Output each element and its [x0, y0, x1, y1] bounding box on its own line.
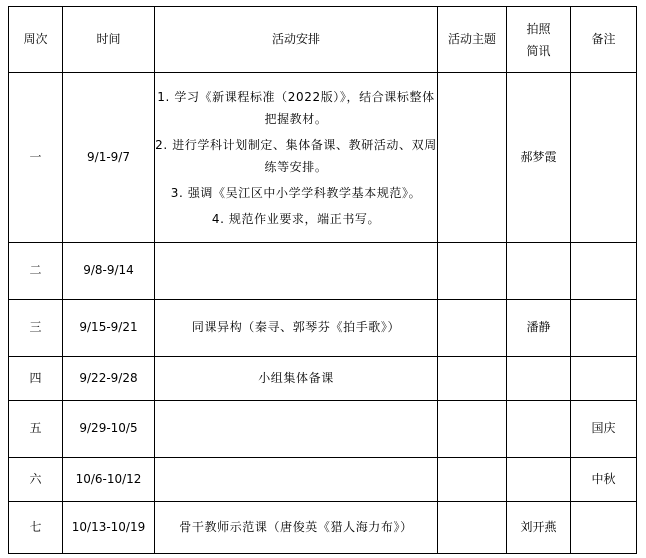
cell-photo: [507, 357, 571, 401]
cell-theme: [438, 73, 507, 243]
cell-activity: [155, 401, 438, 458]
cell-note: 国庆: [571, 401, 637, 458]
cell-theme: [438, 401, 507, 458]
cell-theme: [438, 502, 507, 554]
activity-schedule-table: [8, 6, 637, 554]
cell-note: [571, 243, 637, 300]
cell-activity: 小组集体备课: [155, 357, 438, 401]
cell-time: 10/13-10/19: [63, 502, 155, 554]
header-note: 备注: [571, 7, 637, 73]
cell-photo: [507, 458, 571, 502]
header-photo-news: [507, 7, 571, 73]
header-theme: 活动主题: [438, 7, 507, 73]
cell-week: 四: [9, 357, 63, 401]
cell-week: 七: [9, 502, 63, 554]
cell-note: [571, 502, 637, 554]
table-row: [9, 357, 637, 401]
cell-photo: 刘开燕: [507, 502, 571, 554]
cell-activity: 同课异构（秦寻、郭琴芬《拍手歌》）: [155, 300, 438, 357]
cell-activity: [155, 458, 438, 502]
cell-time: 9/29-10/5: [63, 401, 155, 458]
cell-week: 二: [9, 243, 63, 300]
activity-list: [155, 86, 437, 230]
table-row: [9, 502, 637, 554]
header-time: 时间: [63, 7, 155, 73]
table-row: [9, 458, 637, 502]
cell-theme: [438, 458, 507, 502]
cell-week: 六: [9, 458, 63, 502]
cell-note: [571, 300, 637, 357]
table-row: [9, 401, 637, 458]
cell-week: 五: [9, 401, 63, 458]
table-row: [9, 73, 637, 243]
cell-time: 9/22-9/28: [63, 357, 155, 401]
activity-item: 3. 强调《吴江区中小学学科教学基本规范》。: [170, 185, 422, 200]
cell-theme: [438, 243, 507, 300]
header-activity: 活动安排: [155, 7, 438, 73]
activity-item: 4. 规范作业要求，端正书写。: [211, 211, 381, 226]
cell-time: 9/1-9/7: [63, 73, 155, 243]
cell-note: [571, 73, 637, 243]
cell-time: 9/8-9/14: [63, 243, 155, 300]
table-row: [9, 243, 637, 300]
header-week: 周次: [9, 7, 63, 73]
cell-activity: 骨干教师示范课（唐俊英《猎人海力布》）: [155, 502, 438, 554]
header-photo-line1: 拍照: [526, 21, 551, 36]
cell-photo: [507, 401, 571, 458]
table-header-row: [9, 7, 637, 73]
cell-week: 三: [9, 300, 63, 357]
cell-week: 一: [9, 73, 63, 243]
cell-time: 9/15-9/21: [63, 300, 155, 357]
table-row: [9, 300, 637, 357]
cell-theme: [438, 300, 507, 357]
cell-activity: [155, 73, 438, 243]
cell-activity: [155, 243, 438, 300]
cell-photo: [507, 243, 571, 300]
cell-photo: 潘静: [507, 300, 571, 357]
cell-theme: [438, 357, 507, 401]
activity-item: 1. 学习《新课程标准（2022版）》，结合课标整体把握教材。: [157, 89, 435, 126]
header-photo-line2: 简讯: [526, 43, 551, 58]
activity-item: 2. 进行学科计划制定、集体备课、教研活动、双周练等安排。: [155, 137, 437, 174]
cell-note: [571, 357, 637, 401]
cell-note: 中秋: [571, 458, 637, 502]
cell-time: 10/6-10/12: [63, 458, 155, 502]
cell-photo: 郝梦霞: [507, 73, 571, 243]
